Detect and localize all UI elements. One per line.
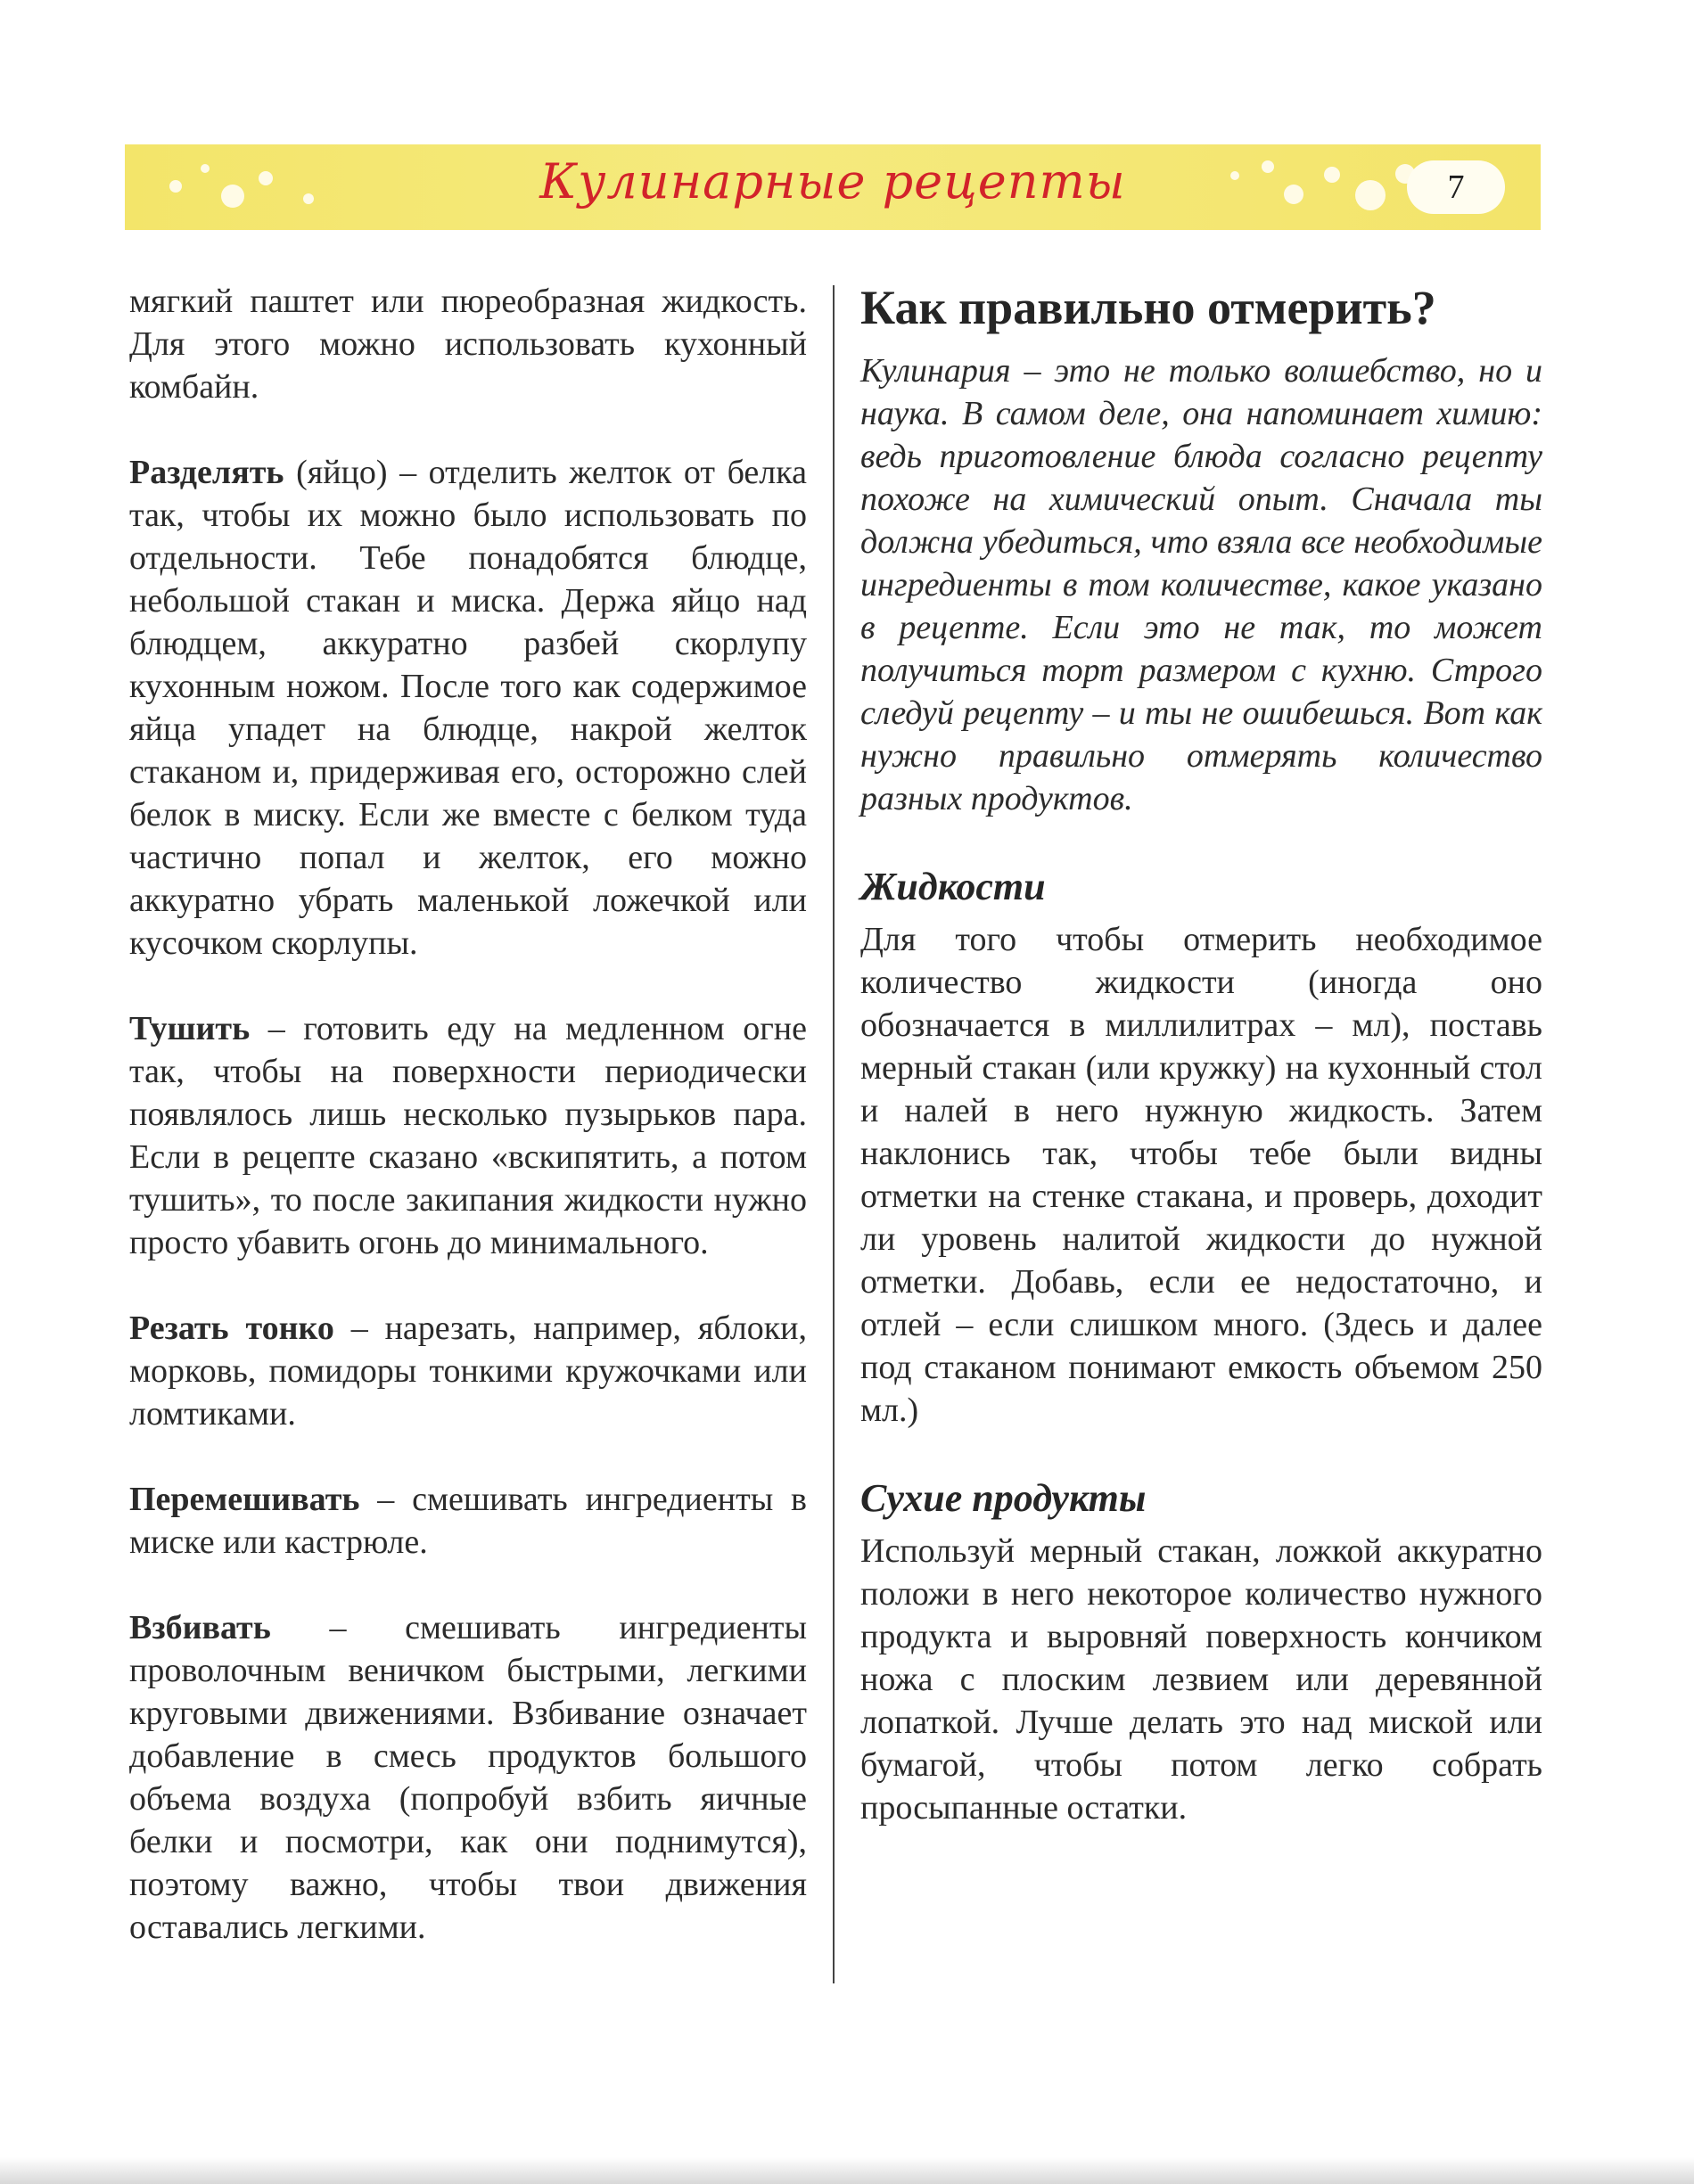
glossary-entry	[129, 451, 807, 965]
glossary-term: Взбивать	[129, 1609, 271, 1646]
header-banner	[125, 144, 1541, 230]
glossary-definition: (яйцо) – отделить желток от белка так, чтобы их можно было использовать по отдельности. Тебе понадобятся блюдце, небольшой стакан и миска. Держа яйцо над блюдцем, аккуратно разбей скорлупу кухонным ножом. После того как содержимое яйца упадет на блюдце, накрой желток стаканом и, придерживая его, осторожно слей белок в миску. Если же вместе с белком туда частично попал и желток, его можно аккуратно убрать маленькой ложечкой или кусочком скорлупы.	[129, 454, 807, 962]
glossary-term: Перемешивать	[129, 1481, 360, 1518]
glossary-column	[129, 280, 807, 1991]
glossary-term: Разделять	[129, 454, 284, 491]
page-number: 7	[1407, 160, 1505, 214]
section-heading-dry: Сухие продукты	[860, 1476, 1147, 1520]
glossary-term: Резать тонко	[129, 1310, 334, 1347]
scan-edge-shadow	[0, 2157, 1694, 2184]
section-title: Кулинарные рецепты	[539, 153, 1126, 209]
glossary-entry	[129, 1307, 807, 1435]
glossary-entry	[129, 1007, 807, 1264]
section-text-dry: Используй мерный стакан, ложкой аккуратно положи в него некоторое количество нужного продукта и выровняй поверхность кончиком ножа с плоским лезвием или деревянной лопаткой. Лучше делать это над миской или бумагой, чтобы потом легко собрать просыпанные остатки.	[860, 1532, 1542, 1827]
section-heading-liquids: Жидкости	[860, 865, 1046, 908]
article-intro: Кулинария – это не только волшебство, но и наука. В самом деле, она напоминает химию: ведь приготовление блюда согласно рецепту похоже на химический опыт. Сначала ты должна убедиться, что взяла все необходимые ингредиенты в том количестве, какое указано в рецепте. Если это не так, то может получиться торт размером с кухню. Строго следуй рецепту – и ты не ошибешься. Вот как нужно правильно отмерять количество разных продуктов.	[860, 352, 1542, 817]
column-divider	[833, 285, 835, 1983]
glossary-term: Тушить	[129, 1010, 251, 1047]
glossary-definition: – готовить еду на медленном огне так, чтобы на поверхности периодически появлялось лишь несколько пузырьков пара. Если в рецепте сказано «вскипятить, а потом тушить», то после закипания жидкости нужно просто убавить огонь до минимального.	[129, 1010, 807, 1261]
glossary-entry	[129, 1606, 807, 1949]
glossary-definition: – смешивать ингредиенты в миске или кастрюле.	[129, 1481, 807, 1561]
continuation-text: мягкий паштет или пюреобразная жидкость. Для этого можно использовать кухонный комбайн.	[129, 283, 807, 406]
glossary-entry	[129, 1478, 807, 1564]
glossary-definition: – смешивать ингредиенты проволочным веничком быстрыми, легкими круговыми движениями. Взбивание означает добавление в смесь продуктов большого объема воздуха (попробуй взбить яичные белки и посмотри, как они поднимутся), поэтому важно, чтобы твои движения оставались легкими.	[129, 1609, 807, 1946]
glossary-definition: – нарезать, например, яблоки, морковь, помидоры тонкими кружочками или ломтиками.	[129, 1310, 807, 1433]
article-title: Как правильно отмерить?	[860, 281, 1436, 334]
section-text-liquids: Для того чтобы отмерить необходимое количество жидкости (иногда оно обозначается в миллилитрах – мл), поставь мерный стакан (или кружку) на кухонный стол и налей в него нужную жидкость. Затем наклонись так, чтобы тебе были видны отметки на стенке стакана, и проверь, доходит ли уровень налитой жидкости до нужной отметки. Добавь, если ее недостаточно, и отлей – если слишком много. (Здесь и далее под стаканом понимают емкость объемом 250 мл.)	[860, 921, 1542, 1429]
measuring-column	[860, 280, 1542, 1872]
